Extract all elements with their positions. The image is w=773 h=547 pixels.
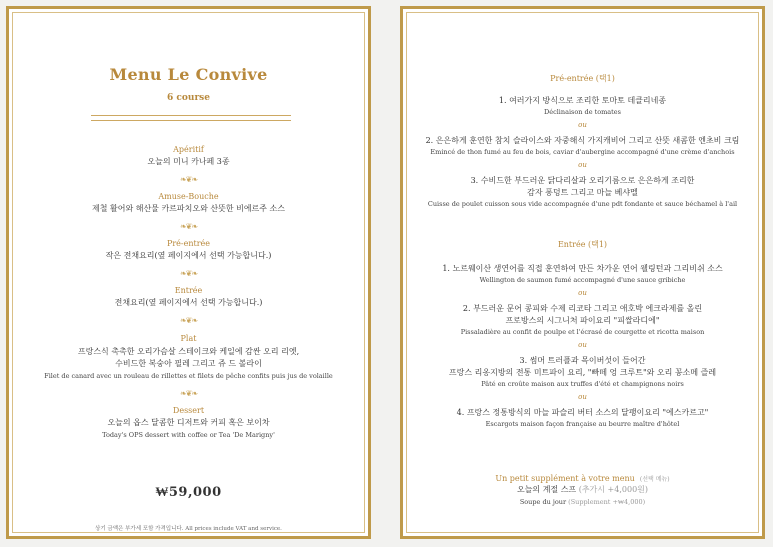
soup-ko-line	[403, 484, 762, 496]
amuse-bouche-ko: 제철 활어와 해산물 카르파치오와 산뜻한 비에르주 소스	[92, 204, 285, 213]
section-title-aperitif: Apéritif	[173, 145, 204, 154]
soup-ko-price: (추가시 +4,000원)	[578, 485, 649, 494]
section-title-entree: Entrée	[174, 286, 203, 295]
entree-item-3-ko-line2: 프랑스 리옹지방의 전통 미트파이 요리, "빠떼 엉 크루트"와 오리 꽁소메 즐레	[448, 368, 717, 377]
supplement-note: (선택 메뉴)	[639, 476, 670, 483]
pre-entree-item-3-ko-line1: 3. 수비드한 부드러운 닭다리살과 오리기름으로 은은하게 조리한	[470, 176, 695, 185]
plat-ko-line1: 프랑스식 촉촉한 오리가슴살 스테이크와 케일에 감싼 오리 리엣,	[77, 347, 300, 356]
ornament-divider: ❧❦❧	[179, 389, 198, 398]
entree-item-2-fr: Pissaladière au confit de poulpe et l'écrasé de courgette et ricotta maison	[460, 328, 705, 336]
menu-right-page	[400, 6, 765, 539]
menu-left-page	[6, 6, 371, 539]
pre-entree-item-2-ko: 2. 은은하게 훈연한 참치 슬라이스와 자중해식 가지캐비어 그리고 산뜻 새콤한 엔초비 크림	[425, 136, 740, 145]
pre-entree-ko: 작은 전채요리(옆 페이지에서 선택 가능합니다.)	[105, 251, 272, 260]
entree-item-4-fr: Escargots maison façon française au beurre maître d'hôtel	[485, 420, 680, 428]
supplement-title: Un petit supplément à votre menu	[495, 474, 635, 483]
menu-price: ₩59,000	[155, 485, 222, 500]
entree-item-3-fr: Pâté en croûte maison aux truffes d'été et champignons noirs	[481, 380, 684, 388]
or-separator: ou	[578, 393, 587, 401]
soup-fr-price: (Supplement +₩4,000)	[568, 498, 646, 506]
ornament-divider: ❧❦❧	[179, 222, 198, 231]
pre-entree-item-1-ko: 1. 여러가지 방식으로 조리한 토마토 데클리네종	[498, 96, 667, 105]
plat-ko-line2: 수비드한 복숭아 필레 그리고 쥬 드 볼라이	[115, 359, 262, 368]
section-title-plat: Plat	[180, 334, 197, 343]
pre-entree-item-1-fr: Déclinaison de tomates	[544, 108, 621, 116]
pre-entree-item-3-ko-line2: 감자 퐁덩트 그리고 마늘 베샤멜	[527, 188, 638, 197]
entree-choice-title: Entrée (택1)	[557, 240, 608, 249]
menu-title: Menu Le Convive	[109, 65, 268, 84]
entree-item-2-ko-line1: 2. 부드러운 문어 콩피와 수제 리코타 그리고 애호박 에크라제를 올린	[462, 304, 703, 313]
section-title-dessert: Dessert	[172, 406, 205, 415]
supplement-heading	[403, 466, 762, 485]
plat-fr: Filet de canard avec un rouleau de rillettes et filets de pêche confits puis jus de volaille	[44, 372, 333, 380]
entree-item-1-fr: Wellington de saumon fumé accompagné d'une sauce gribiche	[479, 276, 686, 284]
or-separator: ou	[578, 289, 587, 297]
course-count: 6 course	[167, 93, 210, 103]
or-separator: ou	[578, 341, 587, 349]
ornament-divider: ❧❦❧	[179, 316, 198, 325]
entree-item-4-ko: 4. 프랑스 정통방식의 마늘 파슬리 버터 소스의 달팽이요리 "에스카르고"	[456, 408, 709, 417]
pre-entree-item-3-fr: Cuisse de poulet cuisson sous vide accompagnée d'une pdt fondante et sauce béchamel à l'ail	[427, 200, 738, 208]
dessert-ko: 오늘의 옵스 달콤한 디저트와 커피 혹은 보이차	[107, 418, 270, 427]
soup-fr-line	[403, 497, 762, 507]
soup-fr: Soupe du jour	[519, 498, 567, 506]
pre-entree-item-2-fr: Emincé de thon fumé au feu de bois, caviar d'aubergine accompagné d'une crème d'anchois	[430, 148, 735, 156]
entree-item-1-ko: 1. 노르웨이산 생연어를 직접 훈연하여 만든 차가운 연어 웰링턴과 그리비쉬 소스	[442, 264, 723, 273]
dessert-fr: Today's OPS dessert with coffee or Tea 'De Marigny'	[102, 431, 275, 439]
vat-footnote: 상기 금액은 부가세 포함 가격입니다. All prices include VAT and service.	[95, 526, 282, 532]
entree-item-3-ko-line1: 3. 썸머 트러플과 목이버섯이 들어간	[519, 356, 646, 365]
title-divider	[91, 115, 291, 121]
or-separator: ou	[578, 161, 587, 169]
entree-ko: 전채요리(옆 페이지에서 선택 가능합니다.)	[114, 298, 263, 307]
aperitif-ko: 오늘의 미니 카나페 3종	[147, 157, 230, 166]
or-separator: ou	[578, 121, 587, 129]
soup-ko: 오늘의 계절 스프	[516, 485, 577, 494]
pre-entree-choice-title: Pré-entrée (택1)	[550, 74, 615, 83]
entree-item-2-ko-line2: 프로방스의 시그니처 파이요리 "피쌀라디에"	[505, 316, 660, 325]
ornament-divider: ❧❦❧	[179, 175, 198, 184]
section-title-amuse-bouche: Amuse-Bouche	[158, 192, 219, 201]
section-title-pre-entree: Pré-entrée	[166, 239, 211, 248]
ornament-divider: ❧❦❧	[179, 269, 198, 278]
